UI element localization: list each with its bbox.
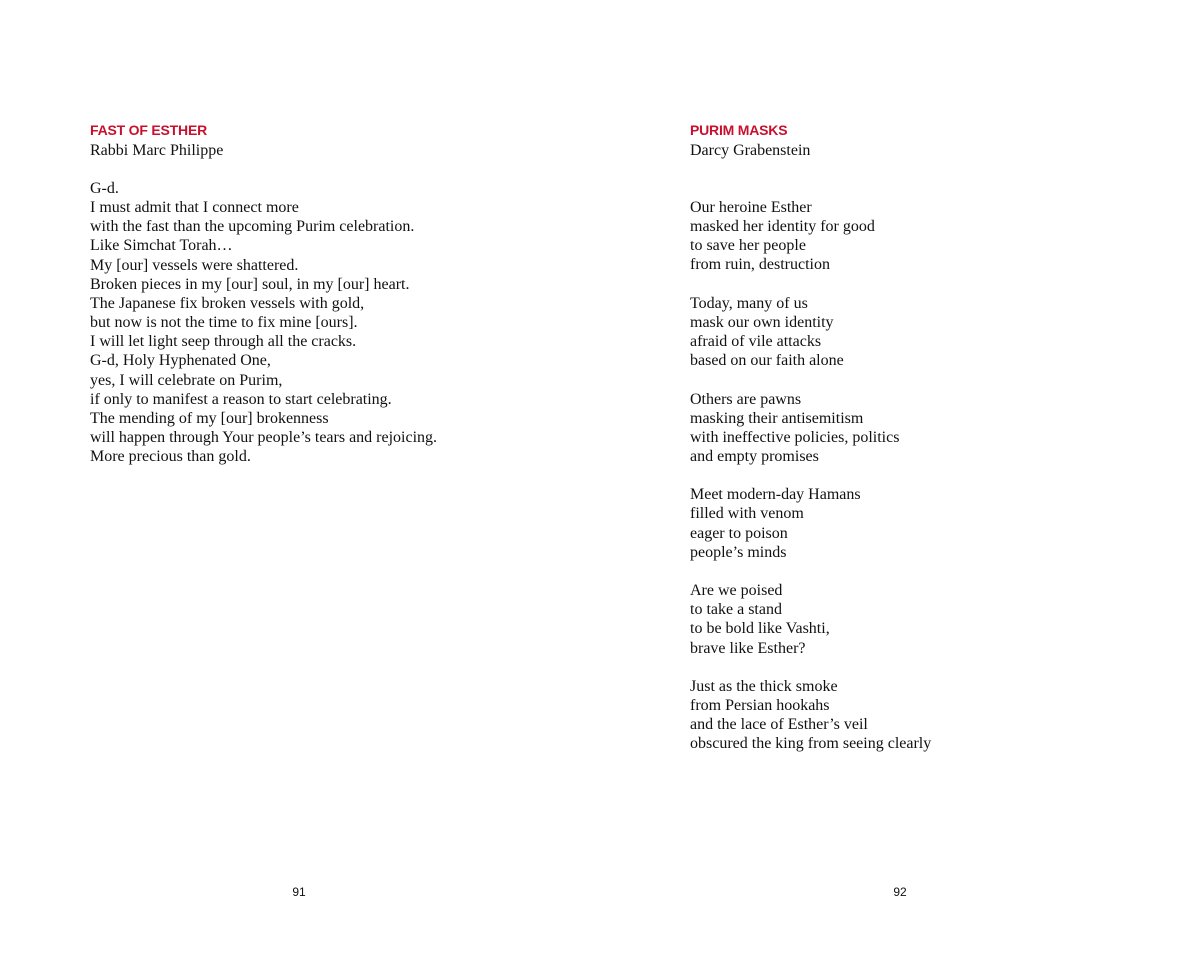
- poem-line: to take a stand: [690, 601, 782, 619]
- poem-line: but now is not the time to fix mine [ours].: [90, 314, 358, 332]
- poem-line: Like Simchat Torah…: [90, 237, 233, 255]
- poem-author: Rabbi Marc Philippe: [90, 142, 224, 159]
- poem-line: Broken pieces in my [our] soul, in my [our] heart.: [90, 275, 410, 293]
- poem-line: G-d.: [90, 180, 119, 197]
- poem-line: Others are pawns: [690, 390, 802, 408]
- poem-line: I must admit that I connect more: [90, 199, 299, 217]
- stanza: [690, 294, 931, 371]
- poem-line: I will let light seep through all the cracks.: [90, 333, 357, 351]
- poem-line: The Japanese fix broken vessels with gold,: [90, 294, 365, 312]
- poem-line: Just as the thick smoke: [690, 677, 838, 695]
- poem-line: G-d, Holy Hyphenated One,: [90, 352, 271, 370]
- poem-line: eager to poison: [690, 524, 788, 542]
- poem-title: PURIM MASKS: [690, 122, 788, 138]
- poem-line: people’s minds: [690, 543, 787, 561]
- poem-body: [690, 198, 931, 773]
- right-page: [600, 0, 1200, 960]
- poem-line: Are we poised: [690, 582, 783, 600]
- poem-line: filled with venom: [690, 505, 804, 523]
- poem-line: based on our faith alone: [690, 352, 844, 370]
- poem-line: obscured the king from seeing clearly: [690, 735, 932, 753]
- stanza: [690, 581, 931, 658]
- poem-line: masked her identity for good: [690, 218, 875, 236]
- poem-line: brave like Esther?: [690, 639, 806, 657]
- poem-title: FAST OF ESTHER: [90, 122, 207, 138]
- stanza: [690, 485, 931, 562]
- poem-line: to save her people: [690, 237, 806, 255]
- poem-line: mask our own identity: [690, 313, 834, 331]
- poem-line: will happen through Your people’s tears and rejoicing.: [90, 429, 438, 447]
- poem-line: afraid of vile attacks: [690, 333, 822, 351]
- stanza: [690, 198, 931, 275]
- stanza: [690, 677, 931, 754]
- poem-line: yes, I will celebrate on Purim,: [90, 371, 283, 389]
- poem-line: from Persian hookahs: [690, 696, 830, 714]
- page-number: 91: [292, 885, 306, 899]
- page-number: 92: [893, 885, 907, 899]
- poem-line: to be bold like Vashti,: [690, 620, 830, 638]
- stanza: [90, 179, 437, 466]
- poem-line: More precious than gold.: [90, 448, 251, 466]
- poem-line: with the fast than the upcoming Purim celebration.: [90, 218, 415, 236]
- poem-line: if only to manifest a reason to start celebrating.: [90, 390, 392, 408]
- poem-body: [90, 179, 437, 485]
- poem-line: and empty promises: [690, 448, 819, 465]
- poem-line: My [our] vessels were shattered.: [90, 256, 299, 274]
- stanza: [690, 390, 931, 467]
- poem-author: Darcy Grabenstein: [690, 142, 811, 159]
- poem-line: Today, many of us: [690, 294, 808, 312]
- poem-line: Meet modern-day Hamans: [690, 486, 861, 504]
- poem-line: with ineffective policies, politics: [690, 428, 900, 446]
- poem-line: from ruin, destruction: [690, 256, 830, 274]
- poem-line: masking their antisemitism: [690, 409, 864, 427]
- poem-line: and the lace of Esther’s veil: [690, 716, 868, 734]
- poem-line: Our heroine Esther: [690, 199, 812, 216]
- poem-line: The mending of my [our] brokenness: [90, 409, 329, 427]
